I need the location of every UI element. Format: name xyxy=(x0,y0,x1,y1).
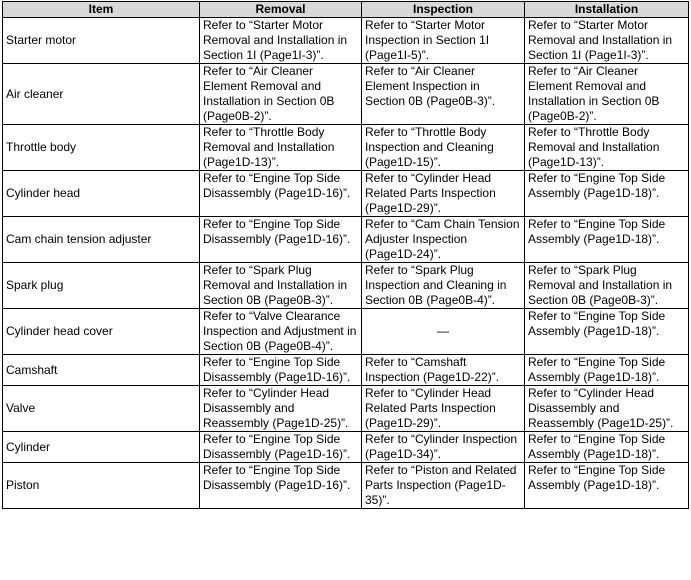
cell-installation: Refer to “Throttle Body Removal and Installation (Page1D-13)”. xyxy=(525,125,689,171)
cell-inspection: Refer to “Starter Motor Inspection in Section 1I (Page1I-5)”. xyxy=(362,18,525,64)
cell-removal: Refer to “Valve Clearance Inspection and Adjustment in Section 0B (Page0B-4)”. xyxy=(200,309,362,355)
cell-removal: Refer to “Engine Top Side Disassembly (Page1D-16)”. xyxy=(200,463,362,509)
cell-removal: Refer to “Starter Motor Removal and Installation in Section 1I (Page1I-3)”. xyxy=(200,18,362,64)
cell-item: Starter motor xyxy=(3,18,200,64)
cell-item: Cylinder head cover xyxy=(3,309,200,355)
table-row xyxy=(3,125,689,171)
cell-removal: Refer to “Engine Top Side Disassembly (Page1D-16)”. xyxy=(200,432,362,463)
cell-item: Piston xyxy=(3,463,200,509)
cell-inspection: Refer to “Cylinder Head Related Parts Inspection (Page1D-29)”. xyxy=(362,386,525,432)
cell-item: Cylinder head xyxy=(3,171,200,217)
cell-inspection: Refer to “Throttle Body Inspection and Cleaning (Page1D-15)”. xyxy=(362,125,525,171)
cell-removal: Refer to “Engine Top Side Disassembly (Page1D-16)”. xyxy=(200,171,362,217)
header-installation: Installation xyxy=(525,2,689,18)
cell-item: Throttle body xyxy=(3,125,200,171)
table-row xyxy=(3,463,689,509)
table-row xyxy=(3,263,689,309)
cell-inspection: Refer to “Camshaft Inspection (Page1D-22)”. xyxy=(362,355,525,386)
table-row xyxy=(3,309,689,355)
table-row xyxy=(3,386,689,432)
cell-installation: Refer to “Engine Top Side Assembly (Page1D-18)”. xyxy=(525,432,689,463)
cell-installation: Refer to “Engine Top Side Assembly (Page1D-18)”. xyxy=(525,217,689,263)
cell-installation: Refer to “Starter Motor Removal and Installation in Section 1I (Page1I-3)”. xyxy=(525,18,689,64)
cell-removal: Refer to “Engine Top Side Disassembly (Page1D-16)”. xyxy=(200,217,362,263)
table-body xyxy=(3,18,689,509)
cell-removal: Refer to “Throttle Body Removal and Installation (Page1D-13)”. xyxy=(200,125,362,171)
cell-installation: Refer to “Engine Top Side Assembly (Page1D-18)”. xyxy=(525,309,689,355)
cell-removal: Refer to “Spark Plug Removal and Installation in Section 0B (Page0B-3)”. xyxy=(200,263,362,309)
cell-inspection: Refer to “Piston and Related Parts Inspection (Page1D-35)”. xyxy=(362,463,525,509)
cell-removal: Refer to “Engine Top Side Disassembly (Page1D-16)”. xyxy=(200,355,362,386)
table-row xyxy=(3,355,689,386)
cell-installation: Refer to “Air Cleaner Element Removal and Installation in Section 0B (Page0B-2)”. xyxy=(525,64,689,125)
cell-item: Air cleaner xyxy=(3,64,200,125)
cell-inspection: Refer to “Cam Chain Tension Adjuster Inspection (Page1D-24)”. xyxy=(362,217,525,263)
cell-inspection: Refer to “Cylinder Head Related Parts Inspection (Page1D-29)”. xyxy=(362,171,525,217)
cell-installation: Refer to “Spark Plug Removal and Installation in Section 0B (Page0B-3)”. xyxy=(525,263,689,309)
cell-installation: Refer to “Engine Top Side Assembly (Page1D-18)”. xyxy=(525,355,689,386)
cell-installation: Refer to “Engine Top Side Assembly (Page1D-18)”. xyxy=(525,463,689,509)
cell-inspection: Refer to “Cylinder Inspection (Page1D-34)”. xyxy=(362,432,525,463)
table-row xyxy=(3,432,689,463)
service-reference-table xyxy=(2,1,689,509)
header-inspection: Inspection xyxy=(362,2,525,18)
cell-installation: Refer to “Cylinder Head Disassembly and Reassembly (Page1D-25)”. xyxy=(525,386,689,432)
header-removal: Removal xyxy=(200,2,362,18)
cell-inspection: Refer to “Spark Plug Inspection and Cleaning in Section 0B (Page0B-4)”. xyxy=(362,263,525,309)
table-row xyxy=(3,64,689,125)
header-row xyxy=(3,2,689,18)
cell-item: Valve xyxy=(3,386,200,432)
cell-item: Camshaft xyxy=(3,355,200,386)
cell-item: Cylinder xyxy=(3,432,200,463)
cell-inspection: Refer to “Air Cleaner Element Inspection in Section 0B (Page0B-3)”. xyxy=(362,64,525,125)
table-row xyxy=(3,217,689,263)
cell-removal: Refer to “Air Cleaner Element Removal and Installation in Section 0B (Page0B-2)”. xyxy=(200,64,362,125)
header-item: Item xyxy=(3,2,200,18)
cell-item: Spark plug xyxy=(3,263,200,309)
cell-inspection: — xyxy=(362,309,525,355)
table-row xyxy=(3,18,689,64)
table-row xyxy=(3,171,689,217)
cell-installation: Refer to “Engine Top Side Assembly (Page1D-18)”. xyxy=(525,171,689,217)
cell-item: Cam chain tension adjuster xyxy=(3,217,200,263)
cell-removal: Refer to “Cylinder Head Disassembly and Reassembly (Page1D-25)”. xyxy=(200,386,362,432)
